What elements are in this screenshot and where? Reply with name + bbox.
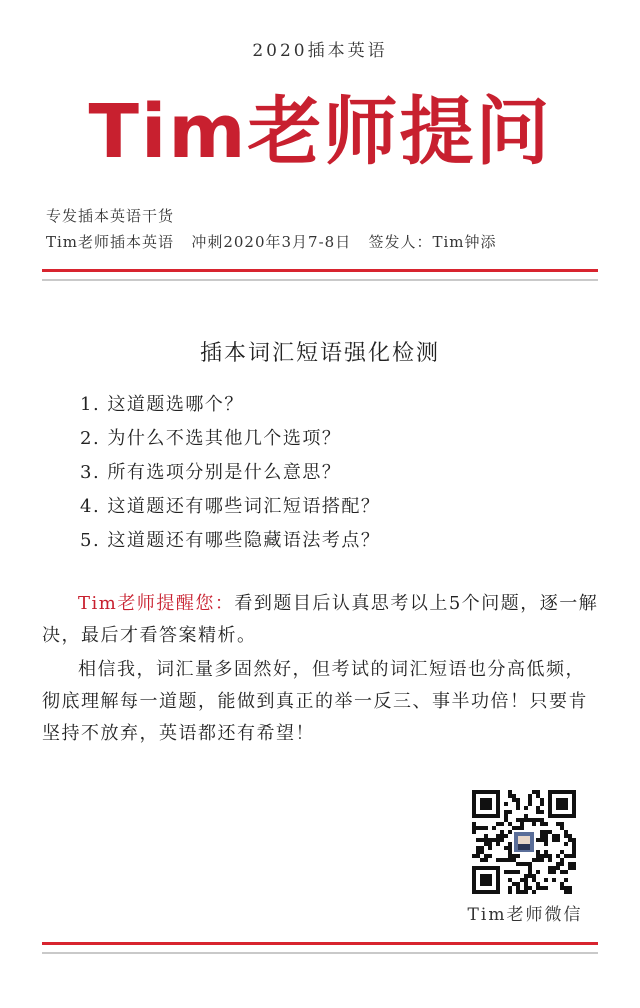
- reminder-paragraph: [42, 588, 602, 652]
- tagline: 专发插本英语干货: [46, 207, 175, 225]
- reminder-text: 看到题目后认真思考以上5个问题，逐一解决，最后才看答案精析。: [42, 593, 599, 646]
- divider-red-top: [42, 269, 598, 272]
- encouragement-paragraph: [42, 654, 602, 750]
- divider-gray-bottom: [42, 952, 598, 954]
- section-title: 插本词汇短语强化检测: [199, 341, 440, 366]
- top-title: 2020插本英语: [252, 41, 388, 61]
- encouragement-text: 相信我，词汇量多固然好，但考试的词汇短语也分高低频，彻底理解每一道题，能做到真正的举一反三、事半功倍！只要肯坚持不放弃，英语都还有希望！: [42, 659, 588, 744]
- main-title: Tim老师提问: [88, 89, 552, 175]
- question-item: 2. 为什么不选其他几个选项？: [80, 428, 342, 449]
- question-list: [80, 388, 380, 558]
- question-item: 5. 这道题还有哪些隐藏语法考点？: [80, 530, 381, 551]
- qr-caption: Tim老师微信: [467, 905, 583, 925]
- qr-code-graphic: [472, 790, 576, 894]
- divider-red-bottom: [42, 942, 598, 945]
- qr-code-icon: [472, 790, 576, 894]
- question-item: 4. 这道题还有哪些词汇短语搭配？: [80, 496, 381, 517]
- issue-line: Tim老师插本英语 冲刺2020年3月7-8日 签发人：Tim钟添: [46, 233, 497, 251]
- question-item: 3. 所有选项分别是什么意思？: [80, 462, 342, 483]
- divider-gray-top: [42, 279, 598, 281]
- question-item: 1. 这道题选哪个？: [80, 394, 244, 415]
- reminder-label: Tim老师提醒您：: [78, 593, 235, 614]
